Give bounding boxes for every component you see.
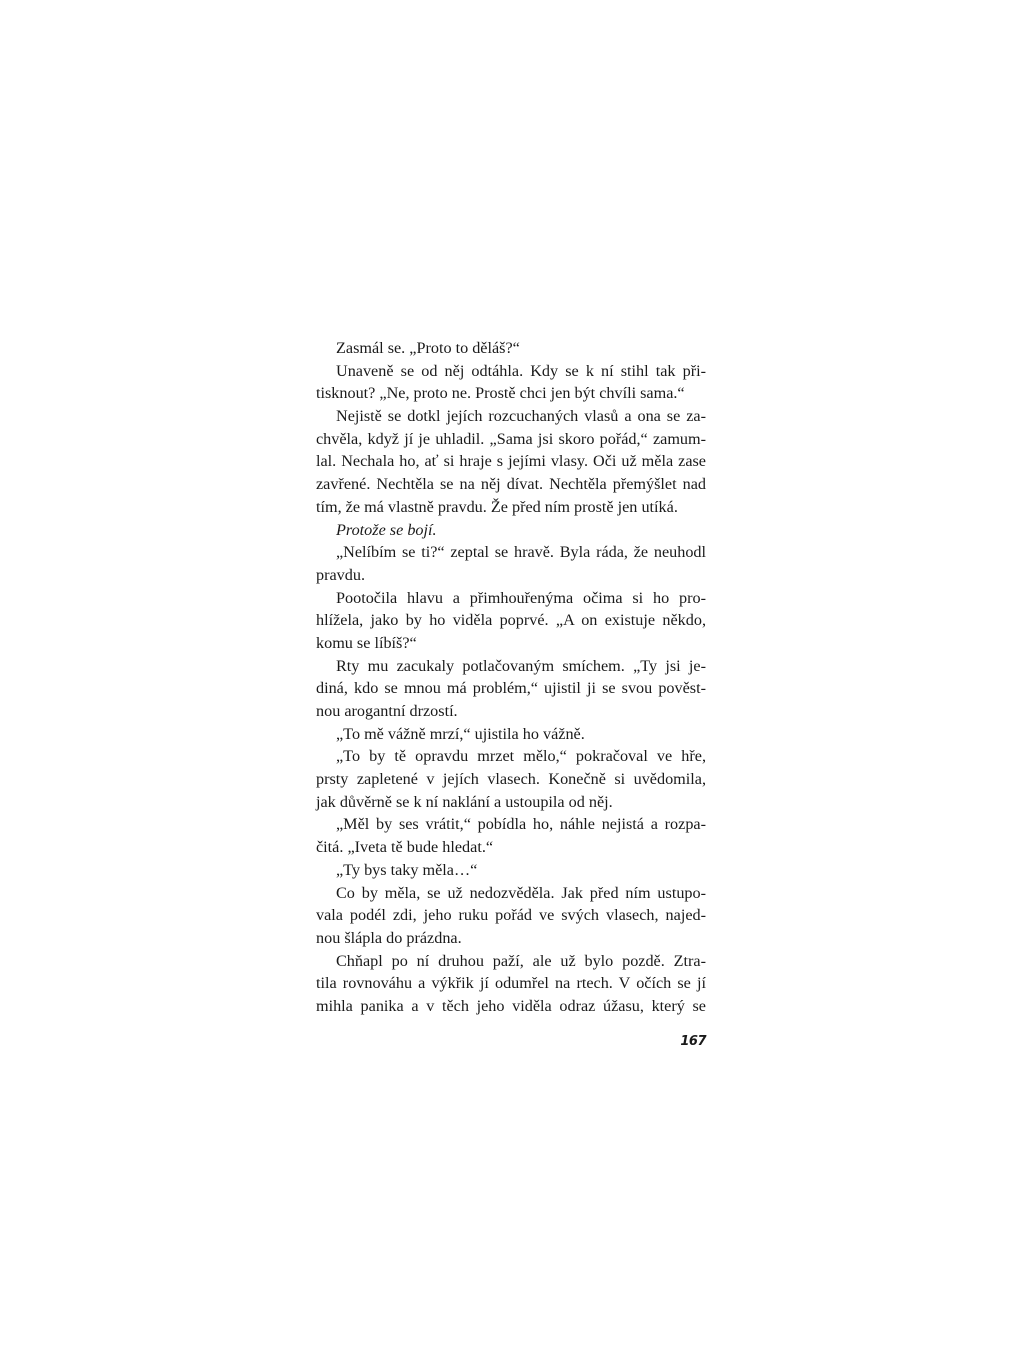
- text-line: „To mě vážně mrzí,“ ujistila ho vážně.: [336, 724, 585, 743]
- text-line: Chňapl po ní druhou paží, ale už bylo pozdě. Ztra-: [336, 951, 706, 970]
- page-number: 167: [680, 1034, 706, 1049]
- text-line: jak důvěrně se k ní naklání a ustoupila od něj.: [316, 792, 613, 811]
- text-line: nou šlápla do prázdna.: [316, 928, 462, 947]
- text-line: čitá. „Iveta tě bude hledat.“: [316, 838, 494, 857]
- text-line: hlížela, jako by ho viděla poprvé. „A on existuje někdo,: [316, 611, 706, 630]
- text-line: diná, kdo se mnou má problém,“ ujistil ji se svou pověst-: [316, 679, 706, 698]
- text-line: tila rovnováhu a výkřik jí odumřel na rtech. V očích se jí: [316, 974, 706, 993]
- text-line: vala podél zdi, jeho ruku pořád ve svých vlasech, najed-: [316, 906, 706, 925]
- text-line: mihla panika a v těch jeho viděla odraz úžasu, který se: [316, 996, 706, 1015]
- text-line: chvěla, když jí je uhladil. „Sama jsi skoro pořád,“ zamum-: [316, 429, 706, 448]
- text-line: „Ty bys taky měla…“: [336, 860, 478, 879]
- text-line: tisknout? „Ne, proto ne. Prostě chci jen být chvíli sama.“: [316, 384, 685, 403]
- text-line: komu se líbíš?“: [316, 633, 417, 652]
- text-line: Pootočila hlavu a přimhouřenýma očima si ho pro-: [336, 588, 706, 607]
- text-line: Co by měla, se už nedozvěděla. Jak před ním ustupo-: [336, 883, 706, 902]
- text-line: tím, že má vlastně pravdu. Že před ním prostě jen utíká.: [316, 497, 678, 516]
- text-line: prsty zapletené v jejích vlasech. Konečně si uvědomila,: [316, 770, 706, 789]
- text-line: Nejistě se dotkl jejích rozcuchaných vlasů a ona se za-: [336, 407, 706, 426]
- text-line: pravdu.: [316, 565, 365, 584]
- text-line: nou arogantní drzostí.: [316, 702, 458, 720]
- text-line: „Nelíbím se ti?“ zeptal se hravě. Byla ráda, že neuhodl: [336, 543, 706, 562]
- text-line: zavřené. Nechtěla se na něj dívat. Nechtěla přemýšlet nad: [316, 475, 706, 494]
- text-line: „To by tě opravdu mrzet mělo,“ pokračoval ve hře,: [336, 747, 706, 766]
- text-line: „Měl by ses vrátit,“ pobídla ho, náhle nejistá a rozpa-: [336, 815, 706, 834]
- text-line: Unaveně se od něj odtáhla. Kdy se k ní stihl tak při-: [336, 361, 706, 380]
- body-text: [316, 337, 706, 1018]
- text-line: lal. Nechala ho, ať si hraje s jejími vlasy. Oči už měla zase: [316, 452, 706, 471]
- text-line: Rty mu zacukaly potlačovaným smíchem. „Ty jsi je-: [336, 656, 706, 675]
- text-line: Protože se bojí.: [336, 520, 437, 539]
- text-line: Zasmál se. „Proto to děláš?“: [336, 339, 520, 357]
